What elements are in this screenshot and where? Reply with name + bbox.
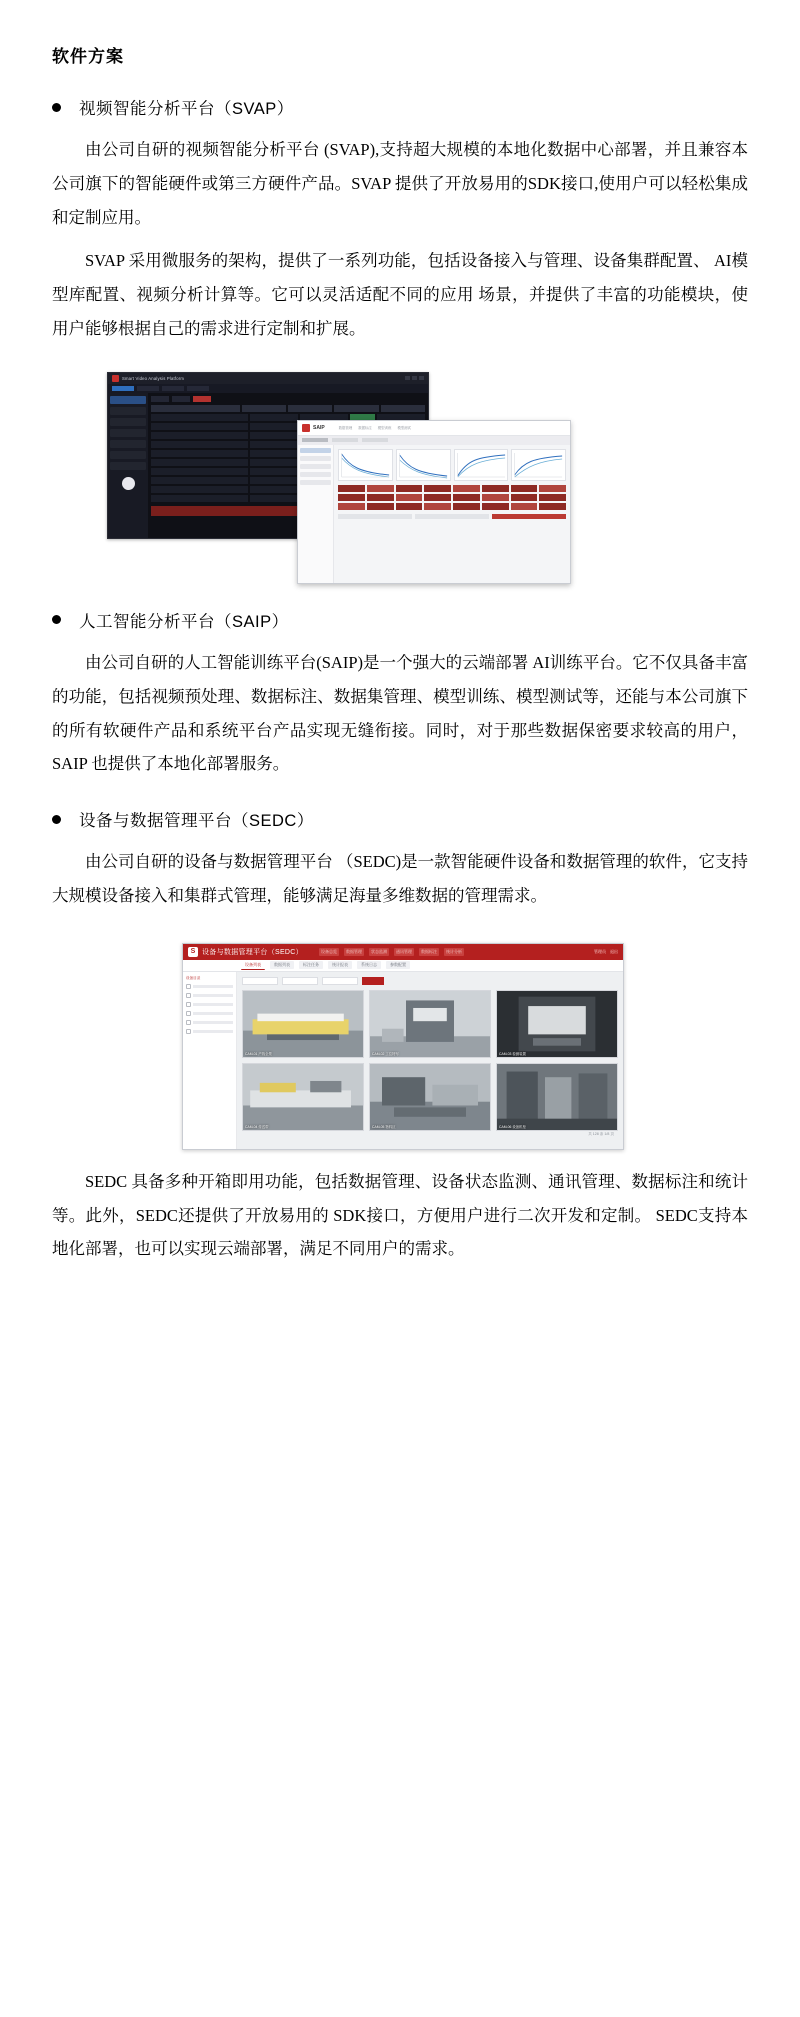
- tab-device-list[interactable]: 设备列表: [241, 961, 265, 970]
- app-logo-icon: [302, 424, 310, 432]
- thumbnail: [511, 503, 538, 510]
- subtab-accuracy-stats[interactable]: [332, 438, 358, 442]
- tab-analysis-task[interactable]: [187, 386, 209, 391]
- thumbnail: [453, 503, 480, 510]
- sidebar-item-packaging[interactable]: [186, 1011, 233, 1016]
- search-button[interactable]: [362, 977, 384, 985]
- thumbnail: [396, 494, 423, 501]
- thumbnail: [482, 485, 509, 492]
- edit-button[interactable]: [172, 396, 190, 402]
- thumbnail: [453, 485, 480, 492]
- table-header-row: [151, 405, 425, 412]
- page-title: 软件方案: [52, 47, 124, 66]
- thumbnail: [424, 494, 451, 501]
- folder-icon: [186, 984, 191, 989]
- app-logo-icon: S: [188, 947, 198, 957]
- sidebar-item-outdoor[interactable]: [186, 1029, 233, 1034]
- figure-svap-saip-screenshots: [52, 372, 748, 582]
- menu-item-statistics[interactable]: 统计分析: [445, 948, 462, 954]
- thumbnail: [511, 494, 538, 501]
- svap-toolbar[interactable]: [151, 396, 425, 402]
- avatar[interactable]: [122, 477, 135, 490]
- thumbnail: [367, 494, 394, 501]
- saip-action-bar[interactable]: [338, 514, 566, 519]
- thumbnail: [482, 494, 509, 501]
- sample-thumbnail-grid: [338, 485, 566, 510]
- sedc-window-title: 设备与数据管理平台（SEDC）: [202, 948, 303, 956]
- device-id-input[interactable]: [282, 977, 318, 985]
- sidebar-item-system-settings[interactable]: [110, 462, 146, 470]
- thumbnail: [338, 485, 365, 492]
- sidebar-item-analysis-records[interactable]: [110, 451, 146, 459]
- menu-item-device-overview[interactable]: 设备总览: [320, 948, 337, 954]
- sidebar-item-warehouse[interactable]: [186, 1020, 233, 1025]
- saip-menu[interactable]: [339, 425, 411, 430]
- photo-caption: CAM-04 传送带: [245, 1124, 269, 1129]
- folder-icon: [186, 1029, 191, 1034]
- saip-sidebar[interactable]: [298, 445, 334, 584]
- section-heading-label: 视频智能分析平台（SVAP）: [79, 100, 294, 118]
- sidebar-item-label[interactable]: [300, 456, 331, 461]
- paragraph: SVAP 采用微服务的架构，提供了一系列功能，包括设备接入与管理、设备集群配置、 AI模型库配置、视频分析计算等。它可以灵活适配不同的应用 场景，并提供了丰富的功能模块，使用户能够根据自己的需求进行定制和扩展。: [52, 251, 748, 339]
- thumbnail: [396, 503, 423, 510]
- photo-thumbnail[interactable]: [369, 990, 491, 1058]
- menu-item-model-training[interactable]: 模型训练: [377, 426, 392, 431]
- chart-loss-curve: [396, 449, 451, 481]
- sidebar-item-task-management[interactable]: [110, 440, 146, 448]
- chart-accuracy-curve: [454, 449, 509, 481]
- thumbnail: [338, 494, 365, 501]
- photo-thumbnail[interactable]: [369, 1063, 491, 1131]
- folder-icon: [186, 1020, 191, 1025]
- user-name: 管理员: [594, 948, 606, 954]
- sidebar-item-cluster-config[interactable]: [110, 418, 146, 426]
- tab-model-library[interactable]: [162, 386, 184, 391]
- thumbnail: [424, 485, 451, 492]
- window-controls[interactable]: [405, 376, 424, 380]
- delete-button[interactable]: [193, 396, 211, 402]
- folder-icon: [186, 1002, 191, 1007]
- thumbnail: [539, 494, 566, 501]
- tab-cluster-config[interactable]: [137, 386, 159, 391]
- subtab-training-curve[interactable]: [302, 438, 328, 442]
- sedc-tabbar[interactable]: [183, 960, 623, 972]
- training-curve-grid: [338, 449, 566, 481]
- app-logo-icon: [112, 375, 119, 382]
- sidebar-item-inspection[interactable]: [186, 1002, 233, 1007]
- date-range-input[interactable]: [242, 977, 278, 985]
- sidebar-item-device-access[interactable]: [110, 396, 146, 404]
- menu-item-data-management[interactable]: 数据管理: [345, 948, 362, 954]
- paragraph: 由公司自研的设备与数据管理平台 （SEDC)是一款智能硬件设备和数据管理的软件，它支持大规模设备接入和集群式管理，能够满足海量多维数据的管理需求。: [52, 852, 748, 905]
- section-heading-label: 设备与数据管理平台（SEDC）: [79, 812, 314, 831]
- svap-titlebar: [108, 373, 428, 384]
- pagination-label: 共 128 条 1/8 页: [588, 1132, 614, 1137]
- photo-caption: CAM-03 检测装置: [499, 1051, 526, 1056]
- sedc-main-panel: [237, 972, 623, 1150]
- sidebar-group-title: 设备目录: [186, 975, 201, 980]
- photo-caption: CAM-02 工位特写: [372, 1051, 399, 1056]
- export-button[interactable]: [415, 514, 489, 519]
- svap-sidebar[interactable]: [108, 393, 148, 538]
- folder-icon: [186, 993, 191, 998]
- photo-thumbnail[interactable]: [242, 990, 364, 1058]
- sidebar-item-model-config[interactable]: [110, 429, 146, 437]
- thumbnail: [539, 503, 566, 510]
- saip-titlebar: [298, 421, 570, 436]
- tab-annotation-task[interactable]: 标注任务: [299, 961, 323, 969]
- logout-button[interactable]: 退出: [610, 948, 618, 954]
- sedc-app-window: [182, 943, 624, 1150]
- photo-caption: CAM-06 设备机柜: [499, 1124, 526, 1129]
- reset-button[interactable]: [338, 514, 412, 519]
- tab-statistics-report[interactable]: 统计报表: [328, 961, 352, 969]
- add-button[interactable]: [151, 396, 169, 402]
- folder-icon: [186, 1011, 191, 1016]
- svap-tabbar[interactable]: [108, 384, 428, 393]
- bullet-icon: [52, 615, 61, 624]
- menu-item-status-monitor[interactable]: 状态监测: [370, 948, 387, 954]
- sedc-filter-bar[interactable]: [242, 977, 618, 985]
- photo-thumbnail[interactable]: [496, 1063, 618, 1131]
- saip-main-panel: [334, 445, 570, 584]
- thumbnail: [367, 503, 394, 510]
- sidebar-item-evaluate[interactable]: [300, 472, 331, 477]
- menu-item-comm-management[interactable]: 通讯管理: [395, 948, 412, 954]
- thumbnail: [338, 503, 365, 510]
- photo-grid: [242, 990, 618, 1131]
- sedc-sidebar[interactable]: [183, 972, 237, 1150]
- sedc-pagination[interactable]: [242, 1131, 618, 1139]
- photo-caption: CAM-05 物料区: [372, 1124, 396, 1129]
- subtab-sample-preview[interactable]: [362, 438, 388, 442]
- menu-item-data-annotation[interactable]: 数据标注: [420, 948, 437, 954]
- svap-window-title: Smart Video Analysis Platform: [122, 375, 185, 381]
- section-heading-saip: [52, 608, 748, 632]
- bullet-icon: [52, 103, 61, 112]
- section-heading-svap: [52, 95, 748, 119]
- thumbnail: [424, 503, 451, 510]
- photo-caption: CAM-01 产线全景: [245, 1051, 272, 1056]
- sidebar-item-dataset[interactable]: [300, 448, 331, 453]
- saip-subtabs[interactable]: [298, 436, 570, 445]
- menu-item-model-test[interactable]: 模型测试: [397, 426, 411, 431]
- paragraph: 由公司自研的人工智能训练平台(SAIP)是一个强大的云端部署 AI训练平台。它不仅具备丰富的功能，包括视频预处理、数据标注、数据集管理、模型训练、模型测试等，还能与本公司旗下的所有软硬件产品和系统平台产品实现无缝衔接。同时，对于那些数据保密要求较高的用户， SAIP 也提供了本地化部署服务。: [52, 652, 748, 774]
- sidebar-item-device-group[interactable]: [110, 407, 146, 415]
- sedc-titlebar: [183, 944, 623, 960]
- sedc-top-menu[interactable]: [319, 948, 464, 956]
- bullet-icon: [52, 815, 61, 824]
- saip-app-window: [297, 420, 571, 584]
- tab-system-log[interactable]: 系统日志: [357, 961, 381, 969]
- menu-item-data-annotation[interactable]: 数据标注: [358, 426, 372, 431]
- tab-data-list[interactable]: 数据列表: [270, 961, 294, 969]
- sidebar-item-train[interactable]: [300, 464, 331, 469]
- section-heading-sedc: [52, 807, 748, 831]
- saip-window-title: SAIP: [313, 424, 325, 431]
- thumbnail: [453, 494, 480, 501]
- section-heading-label: 人工智能分析平台（SAIP）: [79, 612, 289, 631]
- sedc-user-area[interactable]: [594, 949, 618, 955]
- sidebar-item-line-b[interactable]: [186, 993, 233, 998]
- data-type-select[interactable]: [322, 977, 358, 985]
- tab-parameter-config[interactable]: 参数配置: [386, 961, 410, 969]
- start-training-button[interactable]: [492, 514, 566, 519]
- tab-device-management[interactable]: [112, 386, 134, 391]
- photo-thumbnail[interactable]: [242, 1063, 364, 1131]
- photo-thumbnail[interactable]: [496, 990, 618, 1058]
- thumbnail: [367, 485, 394, 492]
- sidebar-item-line-a[interactable]: [186, 984, 233, 989]
- figure-sedc-screenshot: [52, 943, 748, 1155]
- sidebar-item-deploy[interactable]: [300, 480, 331, 485]
- paragraph: 由公司自研的视频智能分析平台 (SVAP),支持超大规模的本地化数据中心部署，并且兼容本公司旗下的智能硬件或第三方硬件产品。SVAP 提供了开放易用的SDK接口,使用户可以轻松集成和定制应用。: [52, 140, 748, 227]
- closing-paragraph: SEDC 具备多种开箱即用功能，包括数据管理、设备状态监测、通讯管理、数据标注和统计等。此外，SEDC还提供了开放易用的 SDK接口，方便用户进行二次开发和定制。 SEDC支持本地化部署，也可以实现云端部署，满足不同用户的需求。: [52, 1171, 748, 1259]
- chart-loss-curve: [338, 449, 393, 481]
- thumbnail: [511, 485, 538, 492]
- thumbnail: [396, 485, 423, 492]
- menu-item-data-management[interactable]: 数据管理: [338, 426, 353, 431]
- thumbnail: [539, 485, 566, 492]
- thumbnail: [482, 503, 509, 510]
- chart-accuracy-curve: [511, 449, 566, 481]
